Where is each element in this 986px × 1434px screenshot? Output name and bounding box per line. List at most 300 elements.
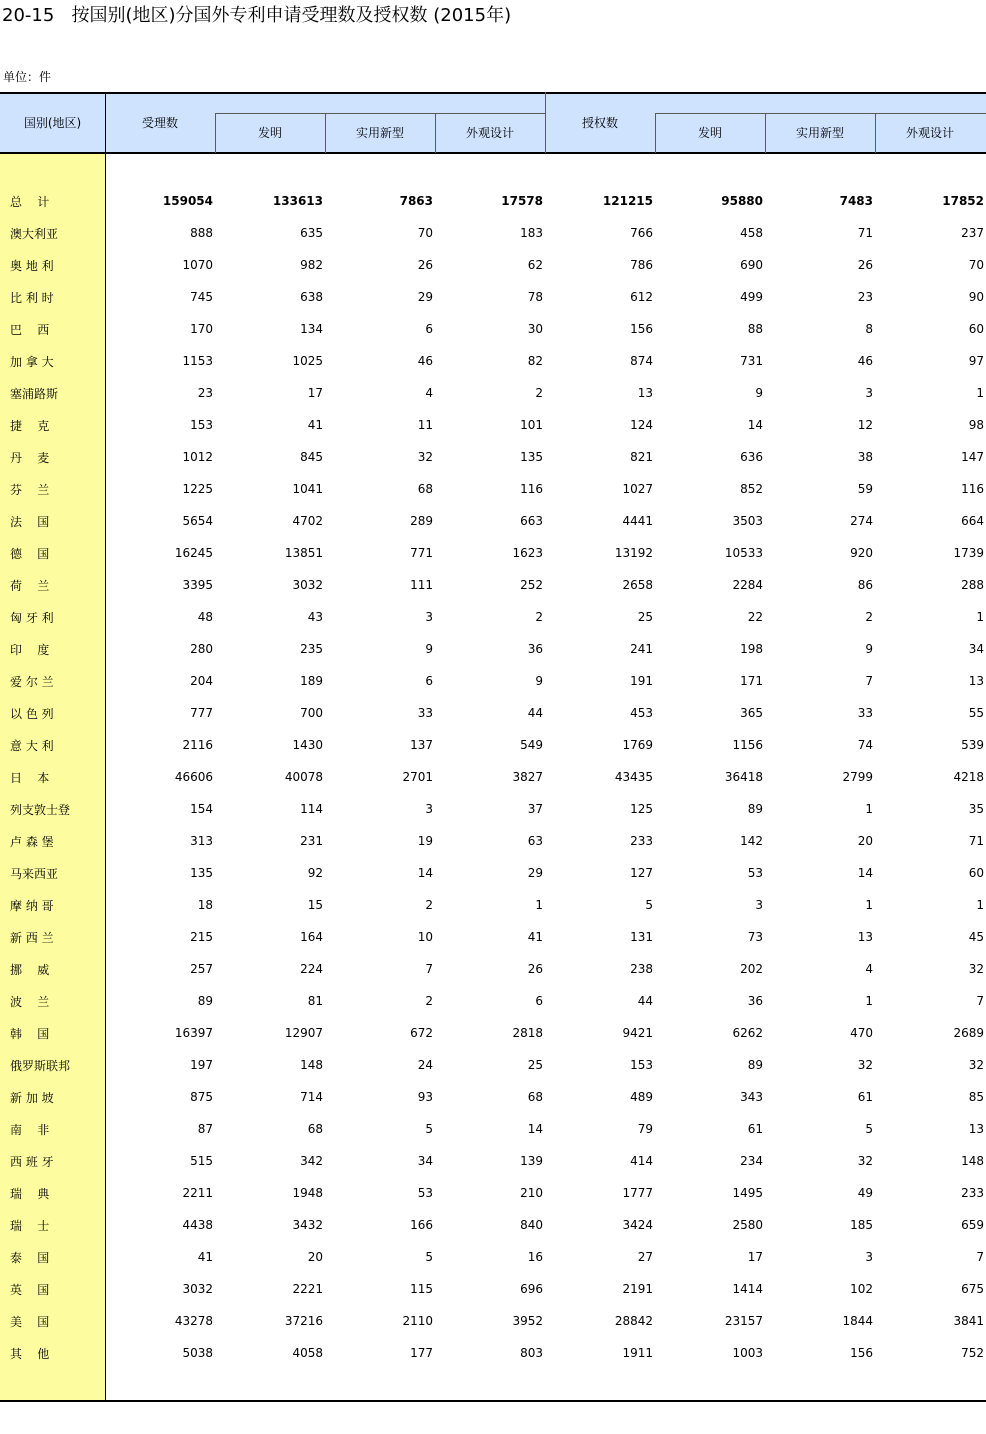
value-cell: 53 <box>417 1186 433 1200</box>
value-cell: 12907 <box>284 1026 323 1040</box>
value-cell: 6 <box>425 674 433 688</box>
value-cell: 289 <box>410 514 433 528</box>
value-cell: 20 <box>857 834 873 848</box>
value-cell: 13 <box>637 386 653 400</box>
value-cell: 875 <box>190 1090 213 1104</box>
country-name: 南 非 <box>10 1122 50 1137</box>
value-cell: 636 <box>740 450 763 464</box>
value-cell: 29 <box>527 866 543 880</box>
value-cell: 3 <box>865 1250 873 1264</box>
table-row <box>0 729 986 761</box>
value-cell: 171 <box>740 674 763 688</box>
value-cell: 638 <box>300 290 323 304</box>
value-cell: 16 <box>527 1250 543 1264</box>
value-cell: 3 <box>425 802 433 816</box>
value-cell: 71 <box>857 226 873 240</box>
value-cell: 453 <box>630 706 653 720</box>
value-cell: 731 <box>740 354 763 368</box>
value-cell: 114 <box>300 802 323 816</box>
country-name: 日 本 <box>10 770 50 785</box>
value-cell: 87 <box>197 1122 213 1136</box>
value-cell: 142 <box>740 834 763 848</box>
value-cell: 840 <box>520 1218 543 1232</box>
value-cell: 134 <box>300 322 323 336</box>
value-cell: 61 <box>857 1090 873 1104</box>
value-cell: 25 <box>637 610 653 624</box>
value-cell: 252 <box>520 578 543 592</box>
value-cell: 156 <box>850 1346 873 1360</box>
value-cell: 32 <box>857 1058 873 1072</box>
value-cell: 3032 <box>292 578 323 592</box>
value-cell: 16397 <box>174 1026 213 1040</box>
value-cell: 233 <box>630 834 653 848</box>
value-cell: 14 <box>527 1122 543 1136</box>
value-cell: 3952 <box>512 1314 543 1328</box>
page-title: 20-15 按国别(地区)分国外专利申请受理数及授权数 (2015年) <box>2 5 512 26</box>
value-cell: 33 <box>417 706 433 720</box>
value-cell: 2116 <box>182 738 213 752</box>
value-cell: 32 <box>857 1154 873 1168</box>
value-cell: 41 <box>307 418 323 432</box>
value-cell: 7863 <box>399 194 433 208</box>
value-cell: 124 <box>630 418 653 432</box>
table-row <box>0 217 986 249</box>
value-cell: 1 <box>865 802 873 816</box>
value-cell: 458 <box>740 226 763 240</box>
value-cell: 13192 <box>614 546 653 560</box>
value-cell: 2221 <box>292 1282 323 1296</box>
value-cell: 85 <box>968 1090 984 1104</box>
value-cell: 4702 <box>292 514 323 528</box>
value-cell: 845 <box>300 450 323 464</box>
table-bottom-rule <box>0 1400 986 1402</box>
value-cell: 234 <box>740 1154 763 1168</box>
header-applications: 受理数 <box>141 116 178 130</box>
table-row <box>0 633 986 665</box>
country-name: 瑞 士 <box>10 1218 50 1233</box>
value-cell: 1769 <box>622 738 653 752</box>
value-cell: 1041 <box>292 482 323 496</box>
header-grants-utility: 实用新型 <box>795 126 844 140</box>
header-grants: 授权数 <box>581 116 618 130</box>
value-cell: 210 <box>520 1186 543 1200</box>
country-name: 美 国 <box>10 1314 50 1329</box>
table-row <box>0 345 986 377</box>
table-row <box>0 1337 986 1369</box>
country-name: 总 计 <box>10 194 50 209</box>
value-cell: 2689 <box>953 1026 984 1040</box>
value-cell: 154 <box>190 802 213 816</box>
value-cell: 3 <box>755 898 763 912</box>
table-row <box>0 889 986 921</box>
country-name: 泰 国 <box>10 1250 50 1265</box>
value-cell: 4441 <box>622 514 653 528</box>
value-cell: 45 <box>968 930 984 944</box>
value-cell: 16245 <box>174 546 213 560</box>
value-cell: 4058 <box>292 1346 323 1360</box>
value-cell: 40078 <box>284 770 323 784</box>
value-cell: 3827 <box>512 770 543 784</box>
value-cell: 30 <box>527 322 543 336</box>
header-grants-design: 外观设计 <box>905 126 954 140</box>
value-cell: 238 <box>630 962 653 976</box>
value-cell: 515 <box>190 1154 213 1168</box>
statistics-table <box>0 92 986 1402</box>
value-cell: 89 <box>197 994 213 1008</box>
value-cell: 185 <box>850 1218 873 1232</box>
value-cell: 13 <box>968 1122 984 1136</box>
table-row <box>0 953 986 985</box>
value-cell: 62 <box>527 258 543 272</box>
value-cell: 29 <box>417 290 433 304</box>
table-row <box>0 697 986 729</box>
header-applications-utility: 实用新型 <box>355 126 404 140</box>
value-cell: 139 <box>520 1154 543 1168</box>
value-cell: 68 <box>527 1090 543 1104</box>
value-cell: 1777 <box>622 1186 653 1200</box>
value-cell: 313 <box>190 834 213 848</box>
value-cell: 49 <box>857 1186 873 1200</box>
value-cell: 612 <box>630 290 653 304</box>
value-cell: 489 <box>630 1090 653 1104</box>
country-name: 法 国 <box>10 514 50 529</box>
table-row <box>0 1241 986 1273</box>
table-row <box>0 313 986 345</box>
value-cell: 101 <box>520 418 543 432</box>
value-cell: 48 <box>197 610 213 624</box>
country-name: 以 色 列 <box>10 706 54 721</box>
value-cell: 7 <box>976 1250 984 1264</box>
value-cell: 60 <box>968 322 984 336</box>
value-cell: 26 <box>417 258 433 272</box>
value-cell: 14 <box>857 866 873 880</box>
value-cell: 1003 <box>732 1346 763 1360</box>
value-cell: 26 <box>857 258 873 272</box>
value-cell: 3841 <box>953 1314 984 1328</box>
value-cell: 920 <box>850 546 873 560</box>
value-cell: 74 <box>857 738 873 752</box>
table-row <box>0 473 986 505</box>
value-cell: 46 <box>417 354 433 368</box>
country-name: 韩 国 <box>10 1026 50 1041</box>
value-cell: 111 <box>410 578 433 592</box>
value-cell: 135 <box>190 866 213 880</box>
value-cell: 38 <box>857 450 873 464</box>
value-cell: 5 <box>425 1250 433 1264</box>
value-cell: 15 <box>307 898 323 912</box>
value-cell: 1 <box>535 898 543 912</box>
value-cell: 204 <box>190 674 213 688</box>
value-cell: 46606 <box>174 770 213 784</box>
table-row <box>0 1049 986 1081</box>
value-cell: 148 <box>300 1058 323 1072</box>
value-cell: 635 <box>300 226 323 240</box>
value-cell: 288 <box>961 578 984 592</box>
value-cell: 1495 <box>732 1186 763 1200</box>
table-row <box>0 1305 986 1337</box>
country-name: 丹 麦 <box>10 450 50 465</box>
country-name: 新 加 坡 <box>10 1090 54 1105</box>
value-cell: 17 <box>747 1250 763 1264</box>
value-cell: 9 <box>535 674 543 688</box>
value-cell: 17852 <box>942 194 984 208</box>
value-cell: 10 <box>417 930 433 944</box>
value-cell: 2284 <box>732 578 763 592</box>
table-row <box>0 793 986 825</box>
value-cell: 280 <box>190 642 213 656</box>
table-row <box>0 1209 986 1241</box>
country-name: 爱 尔 兰 <box>10 674 54 689</box>
value-cell: 1012 <box>182 450 213 464</box>
value-cell: 7483 <box>839 194 873 208</box>
country-name: 列支敦士登 <box>10 802 71 817</box>
value-cell: 241 <box>630 642 653 656</box>
value-cell: 121215 <box>602 194 653 208</box>
value-cell: 177 <box>410 1346 433 1360</box>
value-cell: 153 <box>630 1058 653 1072</box>
value-cell: 274 <box>850 514 873 528</box>
table-row <box>0 1113 986 1145</box>
country-name: 塞浦路斯 <box>10 386 59 401</box>
value-cell: 2799 <box>842 770 873 784</box>
value-cell: 803 <box>520 1346 543 1360</box>
country-name: 摩 纳 哥 <box>10 898 54 913</box>
country-name: 瑞 典 <box>10 1186 50 1201</box>
value-cell: 81 <box>307 994 323 1008</box>
value-cell: 4218 <box>953 770 984 784</box>
value-cell: 37 <box>527 802 543 816</box>
value-cell: 771 <box>410 546 433 560</box>
table-row <box>0 761 986 793</box>
value-cell: 470 <box>850 1026 873 1040</box>
value-cell: 663 <box>520 514 543 528</box>
value-cell: 37216 <box>284 1314 323 1328</box>
header-country: 国别(地区) <box>23 116 82 130</box>
value-cell: 3 <box>425 610 433 624</box>
value-cell: 231 <box>300 834 323 848</box>
country-name: 芬 兰 <box>10 482 50 497</box>
value-cell: 23 <box>197 386 213 400</box>
value-cell: 71 <box>968 834 984 848</box>
value-cell: 86 <box>857 578 873 592</box>
country-name: 新 西 兰 <box>10 930 54 945</box>
value-cell: 78 <box>527 290 543 304</box>
value-cell: 115 <box>410 1282 433 1296</box>
value-cell: 43 <box>307 610 323 624</box>
value-cell: 43435 <box>614 770 653 784</box>
value-cell: 3395 <box>182 578 213 592</box>
value-cell: 41 <box>527 930 543 944</box>
value-cell: 2211 <box>182 1186 213 1200</box>
value-cell: 5 <box>865 1122 873 1136</box>
value-cell: 2 <box>865 610 873 624</box>
value-cell: 2 <box>425 994 433 1008</box>
value-cell: 2658 <box>622 578 653 592</box>
value-cell: 23 <box>857 290 873 304</box>
value-cell: 131 <box>630 930 653 944</box>
value-cell: 4438 <box>182 1218 213 1232</box>
value-cell: 9 <box>865 642 873 656</box>
country-name: 比 利 时 <box>10 290 54 305</box>
value-cell: 70 <box>968 258 984 272</box>
table-row <box>0 505 986 537</box>
value-cell: 35 <box>968 802 984 816</box>
value-cell: 1153 <box>182 354 213 368</box>
value-cell: 17 <box>307 386 323 400</box>
header-applications-invention: 发明 <box>257 126 282 140</box>
value-cell: 224 <box>300 962 323 976</box>
value-cell: 786 <box>630 258 653 272</box>
table-row <box>0 569 986 601</box>
value-cell: 125 <box>630 802 653 816</box>
value-cell: 137 <box>410 738 433 752</box>
country-name: 荷 兰 <box>10 578 50 593</box>
value-cell: 82 <box>527 354 543 368</box>
value-cell: 2191 <box>622 1282 653 1296</box>
value-cell: 1911 <box>622 1346 653 1360</box>
value-cell: 183 <box>520 226 543 240</box>
table-row <box>0 409 986 441</box>
header-applications-design: 外观设计 <box>465 126 514 140</box>
country-name: 卢 森 堡 <box>10 834 54 849</box>
value-cell: 28842 <box>614 1314 653 1328</box>
value-cell: 148 <box>961 1154 984 1168</box>
value-cell: 888 <box>190 226 213 240</box>
value-cell: 1 <box>976 386 984 400</box>
value-cell: 1025 <box>292 354 323 368</box>
value-cell: 696 <box>520 1282 543 1296</box>
value-cell: 116 <box>520 482 543 496</box>
value-cell: 7 <box>865 674 873 688</box>
value-cell: 95880 <box>721 194 763 208</box>
value-cell: 233 <box>961 1186 984 1200</box>
value-cell: 164 <box>300 930 323 944</box>
value-cell: 34 <box>417 1154 433 1168</box>
value-cell: 852 <box>740 482 763 496</box>
value-cell: 25 <box>527 1058 543 1072</box>
value-cell: 2 <box>425 898 433 912</box>
value-cell: 5038 <box>182 1346 213 1360</box>
value-cell: 191 <box>630 674 653 688</box>
value-cell: 59 <box>857 482 873 496</box>
value-cell: 61 <box>747 1122 763 1136</box>
table-row <box>0 921 986 953</box>
value-cell: 1948 <box>292 1186 323 1200</box>
value-cell: 766 <box>630 226 653 240</box>
value-cell: 414 <box>630 1154 653 1168</box>
value-cell: 7 <box>425 962 433 976</box>
value-cell: 659 <box>961 1218 984 1232</box>
value-cell: 2110 <box>402 1314 433 1328</box>
value-cell: 6262 <box>732 1026 763 1040</box>
value-cell: 92 <box>307 866 323 880</box>
value-cell: 12 <box>857 418 873 432</box>
table-row <box>0 1081 986 1113</box>
value-cell: 24 <box>417 1058 433 1072</box>
table-row <box>0 1017 986 1049</box>
value-cell: 44 <box>527 706 543 720</box>
value-cell: 3 <box>865 386 873 400</box>
value-cell: 133613 <box>272 194 323 208</box>
value-cell: 1 <box>865 898 873 912</box>
value-cell: 1739 <box>953 546 984 560</box>
value-cell: 1027 <box>622 482 653 496</box>
value-cell: 343 <box>740 1090 763 1104</box>
value-cell: 5 <box>425 1122 433 1136</box>
value-cell: 46 <box>857 354 873 368</box>
value-cell: 982 <box>300 258 323 272</box>
country-name: 匈 牙 利 <box>10 610 54 625</box>
value-cell: 73 <box>747 930 763 944</box>
value-cell: 22 <box>747 610 763 624</box>
value-cell: 189 <box>300 674 323 688</box>
value-cell: 9 <box>755 386 763 400</box>
value-cell: 2 <box>535 386 543 400</box>
value-cell: 97 <box>968 354 984 368</box>
value-cell: 202 <box>740 962 763 976</box>
value-cell: 102 <box>850 1282 873 1296</box>
table-row <box>0 601 986 633</box>
table-row <box>0 1145 986 1177</box>
value-cell: 215 <box>190 930 213 944</box>
value-cell: 127 <box>630 866 653 880</box>
value-cell: 1 <box>976 610 984 624</box>
value-cell: 777 <box>190 706 213 720</box>
value-cell: 36 <box>747 994 763 1008</box>
value-cell: 36 <box>527 642 543 656</box>
value-cell: 88 <box>747 322 763 336</box>
table-row <box>0 665 986 697</box>
value-cell: 33 <box>857 706 873 720</box>
value-cell: 32 <box>417 450 433 464</box>
value-cell: 68 <box>417 482 433 496</box>
value-cell: 752 <box>961 1346 984 1360</box>
value-cell: 32 <box>968 1058 984 1072</box>
value-cell: 365 <box>740 706 763 720</box>
value-cell: 3032 <box>182 1282 213 1296</box>
value-cell: 26 <box>527 962 543 976</box>
table-row <box>0 281 986 313</box>
country-name: 印 度 <box>10 642 50 657</box>
value-cell: 19 <box>417 834 433 848</box>
value-cell: 44 <box>637 994 653 1008</box>
value-cell: 664 <box>961 514 984 528</box>
value-cell: 6 <box>425 322 433 336</box>
value-cell: 79 <box>637 1122 653 1136</box>
value-cell: 17578 <box>501 194 543 208</box>
value-cell: 4 <box>425 386 433 400</box>
country-name: 挪 威 <box>10 962 50 977</box>
country-name: 意 大 利 <box>10 738 54 753</box>
value-cell: 159054 <box>162 194 213 208</box>
value-cell: 2818 <box>512 1026 543 1040</box>
value-cell: 153 <box>190 418 213 432</box>
value-cell: 2 <box>535 610 543 624</box>
table-row <box>0 985 986 1017</box>
value-cell: 166 <box>410 1218 433 1232</box>
value-cell: 672 <box>410 1026 433 1040</box>
value-cell: 1844 <box>842 1314 873 1328</box>
country-name: 巴 西 <box>10 322 50 337</box>
value-cell: 690 <box>740 258 763 272</box>
value-cell: 32 <box>968 962 984 976</box>
value-cell: 63 <box>527 834 543 848</box>
value-cell: 147 <box>961 450 984 464</box>
value-cell: 60 <box>968 866 984 880</box>
value-cell: 13 <box>857 930 873 944</box>
value-cell: 235 <box>300 642 323 656</box>
value-cell: 14 <box>417 866 433 880</box>
